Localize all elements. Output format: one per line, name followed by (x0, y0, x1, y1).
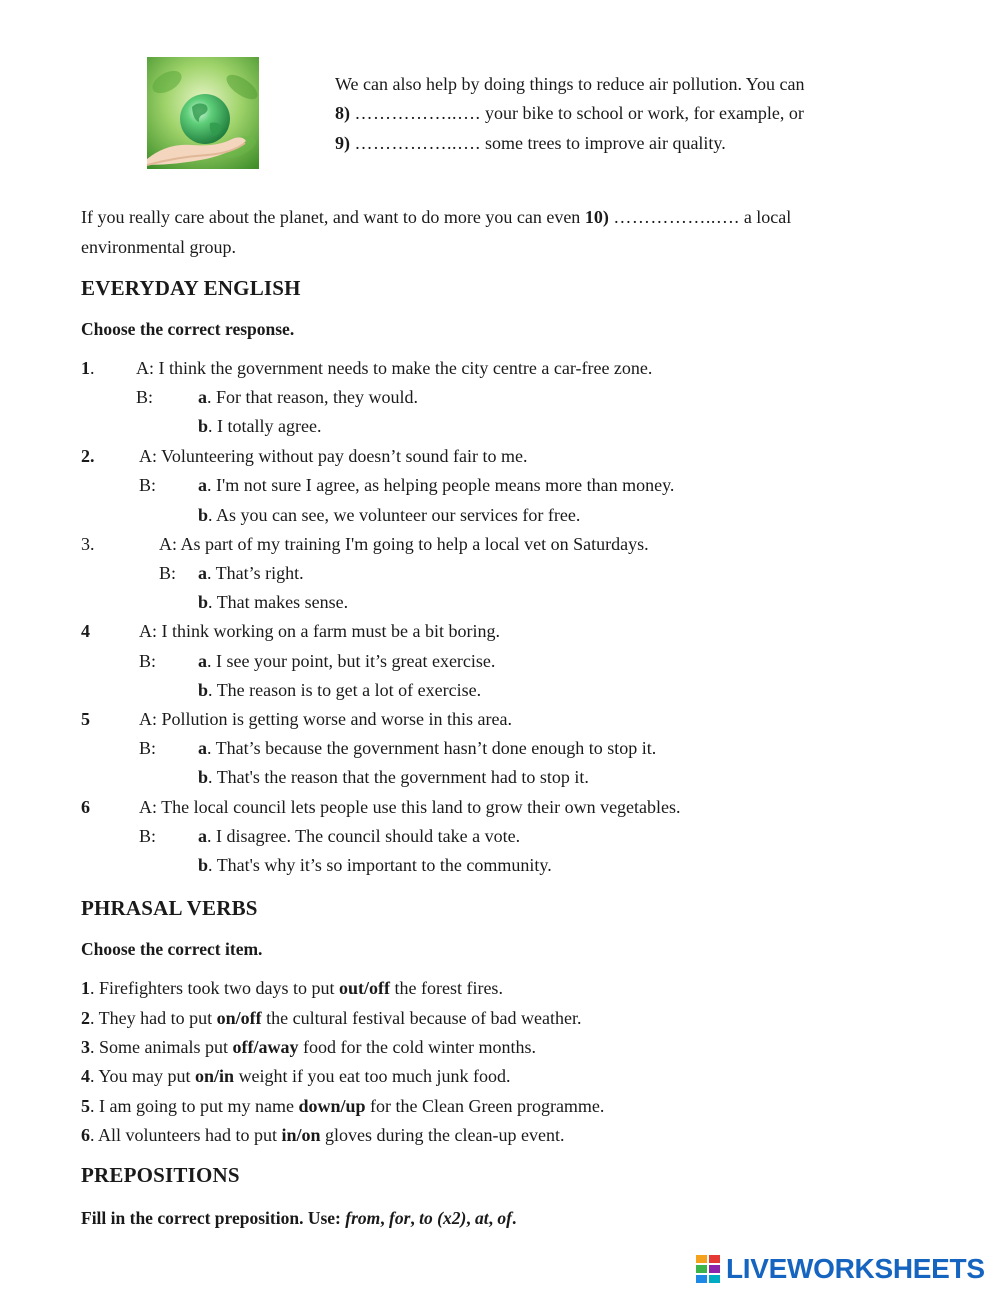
phrasal-verb-item (81, 1063, 511, 1089)
option-a-letter: a (198, 651, 207, 671)
speaker-a-line: A: Volunteering without pay doesn’t sound fair to me. (139, 446, 528, 466)
option-b-text-wrap (198, 502, 580, 528)
phrasal-verb-item (81, 975, 503, 1001)
sentence-end: weight if you eat too much junk food. (234, 1066, 511, 1086)
option-b-text-wrap (198, 413, 321, 439)
speaker-a-line: A: As part of my training I'm going to help a local vet on Saturdays. (159, 534, 649, 554)
option-b-text: . That's why it’s so important to the community. (208, 855, 552, 875)
option-a-text-wrap (198, 648, 495, 674)
answer-choice[interactable]: on/in (195, 1066, 235, 1086)
option-a-letter: a (198, 387, 207, 407)
phrasal-verb-item (81, 1034, 536, 1060)
question-9-line (335, 133, 726, 154)
option-b-text-wrap (198, 852, 552, 878)
option-b-text: . That's the reason that the government had to stop it. (208, 767, 589, 787)
item-number: 1 (81, 358, 90, 378)
prepositions-instruction (81, 1208, 516, 1229)
answer-choice[interactable]: off/away (232, 1037, 299, 1057)
speaker-b-label: B: (139, 826, 157, 846)
sentence-end: the cultural festival because of bad weather. (261, 1008, 582, 1028)
item-number: 2. (81, 446, 95, 466)
option-b-text-wrap (198, 589, 348, 615)
option-a-letter: a (198, 475, 207, 495)
sentence-start: . You may put (90, 1066, 196, 1086)
option-a-text: . I see your point, but it’s great exercise. (207, 651, 496, 671)
question-9-number: 9) (335, 133, 350, 153)
item-number: 5 (81, 709, 90, 729)
item-number: 6 (81, 797, 90, 817)
phrasal-verb-item (81, 1093, 604, 1119)
item-number: 4 (81, 1066, 90, 1086)
answer-choice[interactable]: in/on (281, 1125, 321, 1145)
option-b-text: . That makes sense. (208, 592, 349, 612)
earth-in-hand-photo (147, 57, 259, 169)
intro-line-1: We can also help by doing things to reduce air pollution. You can (335, 74, 805, 94)
option-b-text: . The reason is to get a lot of exercise. (208, 680, 482, 700)
option-a-text: . That’s because the government hasn’t done enough to stop it. (207, 738, 657, 758)
liveworksheets-logo-text: LIVEWORKSHEETS (726, 1253, 985, 1284)
phrasal-verb-item (81, 1122, 564, 1148)
sentence-start: . All volunteers had to put (90, 1125, 282, 1145)
speaker-a-line: A: I think the government needs to make the city centre a car-free zone. (136, 358, 653, 378)
item-number: 3 (81, 1037, 90, 1057)
prepositions-heading: PREPOSITIONS (81, 1163, 240, 1187)
speaker-a-line: A: Pollution is getting worse and worse in this area. (139, 709, 512, 729)
option-a-text: . I disagree. The council should take a vote. (207, 826, 521, 846)
option-a-text-wrap (198, 560, 304, 586)
option-b-letter: b (198, 680, 209, 700)
option-a-text-wrap (198, 823, 520, 849)
answer-choice[interactable]: down/up (298, 1096, 366, 1116)
speaker-b-label: B: (139, 738, 157, 758)
phrasal-verbs-heading: PHRASAL VERBS (81, 896, 258, 920)
item-number: 6 (81, 1125, 90, 1145)
question-10-line (81, 207, 791, 228)
option-b-letter: b (198, 505, 209, 525)
sentence-start: . They had to put (90, 1008, 217, 1028)
period: . (512, 1208, 517, 1228)
option-b-letter: b (198, 592, 209, 612)
speaker-b-label: B: (159, 563, 177, 583)
sentence-start: . Some animals put (90, 1037, 233, 1057)
item-number: 5 (81, 1096, 90, 1116)
option-b-letter: b (198, 855, 209, 875)
question-8-number: 8) (335, 103, 350, 123)
sentence-end: food for the cold winter months. (298, 1037, 536, 1057)
sentence-end: the forest fires. (389, 978, 503, 998)
option-b-letter: b (198, 416, 209, 436)
item-number-wrap (81, 531, 95, 557)
question-8-line (335, 103, 804, 124)
separator: , (466, 1208, 476, 1228)
sentence-start: . Firefighters took two days to put (90, 978, 339, 998)
liveworksheets-logo-icon (696, 1254, 722, 1284)
prepositions-instruction-text: Fill in the correct preposition. Use: (81, 1208, 346, 1228)
word-of: of (497, 1208, 512, 1228)
question-10-blank[interactable]: ……………..…. (613, 207, 740, 227)
question-10-text-after: a local (743, 207, 792, 227)
everyday-english-heading: EVERYDAY ENGLISH (81, 276, 301, 300)
word-for: for (389, 1208, 411, 1228)
option-a-text: . I'm not sure I agree, as helping people means more than money. (207, 475, 675, 495)
phrasal-verbs-instruction: Choose the correct item. (81, 939, 263, 959)
speaker-a-line: A: I think working on a farm must be a bit boring. (139, 621, 500, 641)
item-number: 1 (81, 978, 90, 998)
item-number-suffix: . (90, 358, 95, 378)
question-8-text: your bike to school or work, for example, or (485, 103, 804, 123)
option-a-letter: a (198, 826, 207, 846)
option-b-text-wrap (198, 677, 481, 703)
option-a-letter: a (198, 738, 207, 758)
item-number-wrap (81, 706, 90, 732)
separator: , (380, 1208, 389, 1228)
option-a-text-wrap (198, 735, 656, 761)
word-at: at (475, 1208, 489, 1228)
item-number-suffix: . (90, 534, 95, 554)
question-10-number: 10) (584, 207, 609, 227)
item-number-wrap (81, 618, 90, 644)
answer-choice[interactable]: on/off (216, 1008, 262, 1028)
speaker-b-label: B: (136, 387, 154, 407)
separator: , (488, 1208, 498, 1228)
option-b-text: . As you can see, we volunteer our services for free. (208, 505, 581, 525)
question-10-line-2: environmental group. (81, 237, 236, 257)
item-number-wrap (81, 794, 90, 820)
speaker-a-line: A: The local council lets people use this land to grow their own vegetables. (139, 797, 681, 817)
option-a-text-wrap (198, 384, 418, 410)
option-b-text: . I totally agree. (208, 416, 322, 436)
option-a-text-wrap (198, 472, 674, 498)
speaker-b-label: B: (139, 475, 157, 495)
sentence-end: gloves during the clean-up event. (320, 1125, 565, 1145)
item-number-wrap (81, 443, 95, 469)
item-number: 4 (81, 621, 90, 641)
everyday-english-instruction: Choose the correct response. (81, 319, 295, 339)
item-number-wrap (81, 355, 95, 381)
option-b-text-wrap (198, 764, 589, 790)
option-b-letter: b (198, 767, 209, 787)
word-from: from (345, 1208, 381, 1228)
option-a-text: . That’s right. (207, 563, 304, 583)
sentence-end: for the Clean Green programme. (365, 1096, 605, 1116)
item-number: 2 (81, 1008, 90, 1028)
question-9-text: some trees to improve air quality. (485, 133, 726, 153)
separator: , (410, 1208, 420, 1228)
sentence-start: . I am going to put my name (90, 1096, 299, 1116)
word-to: to (x2) (419, 1208, 467, 1228)
speaker-b-label: B: (139, 651, 157, 671)
option-a-letter: a (198, 563, 207, 583)
answer-choice[interactable]: out/off (338, 978, 390, 998)
option-a-text: . For that reason, they would. (207, 387, 418, 407)
question-9-blank[interactable]: ……………..…. (354, 133, 481, 153)
question-10-text-before: If you really care about the planet, and want to do more you can even (81, 207, 581, 227)
phrasal-verb-item (81, 1005, 582, 1031)
question-8-blank[interactable]: ……………..…. (354, 103, 481, 123)
item-number: 3 (81, 534, 90, 554)
